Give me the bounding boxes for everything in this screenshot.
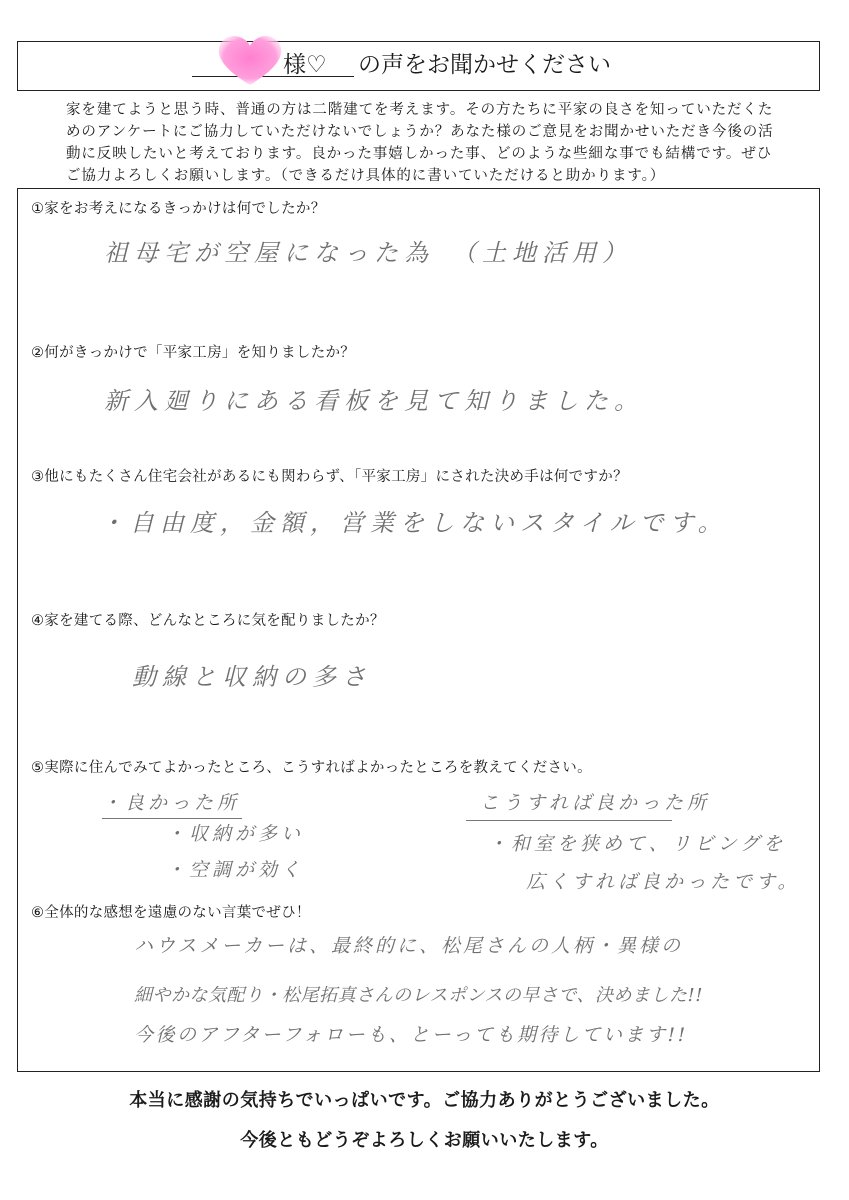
heart-icon [215,33,285,89]
answer-5-better-line-1: ・和室を狭めて、リビングを [488,833,787,855]
answer-6-line-3: 今後のアフターフォローも、とーっても期待しています!! [134,1024,688,1046]
thanks-message: 本当に感謝の気持ちでいっぱいです。ご協力ありがとうございました。 [129,1090,720,1111]
answer-6-line-2: 細やかな気配り・松尾拓真さんのレスポンスの早さで、決めました!! [134,985,704,1006]
answer-2: 新入廻りにある看板を見て知りました。 [104,387,644,415]
answer-5-good-item-1: ・収納が多い [166,823,305,845]
question-4: ④家を建てる際、どんなところに気を配りましたか？ [31,613,385,629]
intro-text: 家を建てようと思う時、普通の方は二階建てを考えます。その方たちに平家の良さを知っていただくためのアンケートにご協力していただけないでしょうか？あなた様のご意見をお聞かせいただき今後の活動に反映したいと考えております。良かった事嬉しかった事、どのような些細な事でも結構です。ぜひご協力よろしくお願いします。（できるだけ具体的に書いていただけると助かります。） [66,102,774,184]
answer-3: ・自由度，金額，営業をしないスタイルです。 [100,509,728,537]
answer-1: 祖母宅が空屋になった為 （土地活用） [104,239,632,267]
closing-message: 今後ともどうぞよろしくお願いいたします。 [240,1130,609,1151]
answer-5-better-heading: こうすれば良かった所 [480,792,711,814]
question-5: ⑤実際に住んでみてよかったところ、こうすればよかったところを教えてください。 [31,760,592,776]
answer-5-good-heading: ・良かった所 [102,792,241,814]
answer-4: 動線と収納の多さ [132,663,372,691]
page-title: の声をお聞かせください [358,52,611,78]
question-3: ③他にもたくさん住宅会社があるにも関わらず、「平家工房」にされた決め手は何ですか？ [31,469,628,485]
answer-5-good-item-2: ・空調が効く [166,859,305,881]
question-1: ①家をお考えになるきっかけは何でしたか？ [31,201,326,217]
answer-5-better-underline [466,820,672,821]
answer-5-better-line-2: 広くすれば良かったです。 [526,871,801,893]
title-honorific: 様♡ [283,52,327,78]
answer-6-line-1: ハウスメーカーは、最終的に、松尾さんの人柄・異様の [134,935,684,957]
question-2: ②何がきっかけで「平家工房」を知りましたか？ [31,345,356,361]
answer-5-good-underline [102,818,242,819]
question-6: ⑥全体的な感想を遠慮のない言葉でぜひ！ [31,905,311,921]
